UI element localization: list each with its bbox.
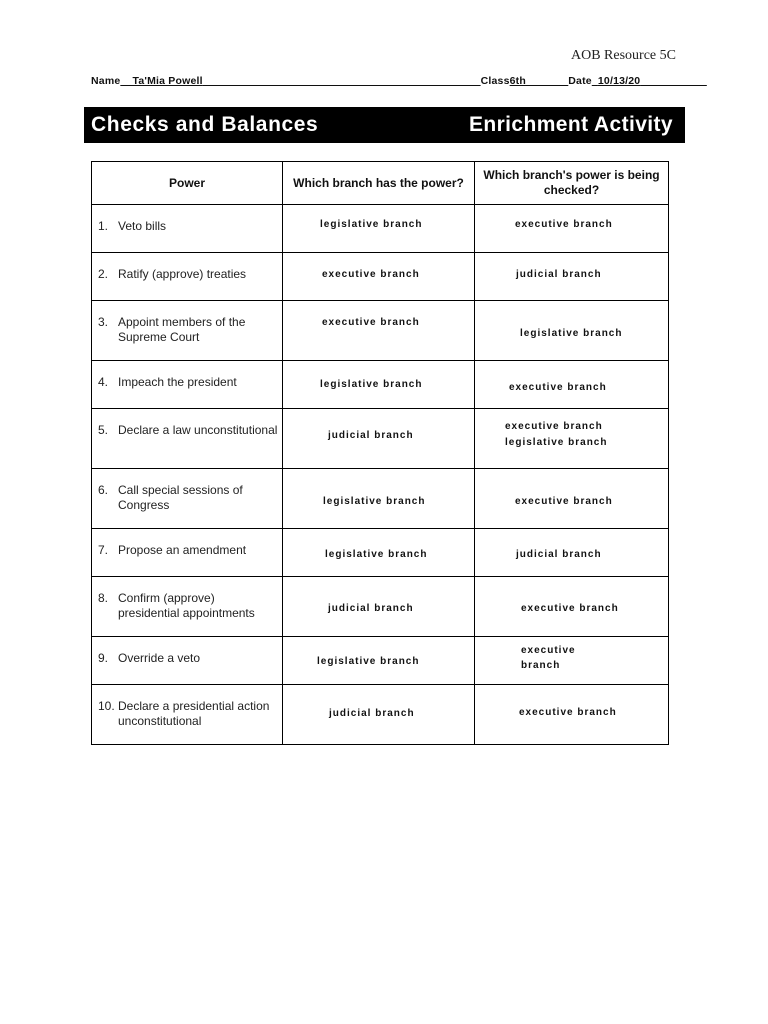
checks-balances-table (91, 161, 669, 745)
table-row (92, 637, 669, 685)
answer-checked[interactable]: executive branch (475, 361, 669, 409)
answer-has-power[interactable]: executive branch (283, 301, 475, 361)
table-row (92, 361, 669, 409)
table-row (92, 409, 669, 469)
power-cell: 4. Impeach the president (92, 361, 283, 409)
resource-label: AOB Resource 5C (571, 48, 676, 63)
table-row (92, 577, 669, 637)
name-label: Name (91, 75, 121, 87)
table-row (92, 205, 669, 253)
answer-has-power[interactable]: legislative branch (283, 529, 475, 577)
answer-has-power[interactable]: legislative branch (283, 637, 475, 685)
power-cell: 8. Confirm (approve) presidential appointments (92, 577, 283, 637)
answer-checked[interactable]: executive branch (475, 205, 669, 253)
answer-has-power[interactable]: legislative branch (283, 469, 475, 529)
power-cell: 1. Veto bills (92, 205, 283, 253)
power-cell: 10. Declare a presidential action unconstitutional (92, 685, 283, 745)
date-field[interactable]: _10/13/20___________ (591, 75, 707, 87)
answer-checked[interactable]: executive branch (475, 469, 669, 529)
power-cell: 5. Declare a law unconstitutional (92, 409, 283, 469)
header-power: Power (92, 162, 283, 205)
table-row (92, 685, 669, 745)
answer-checked[interactable]: judicial branch (475, 253, 669, 301)
table-header-row (92, 162, 669, 205)
table-row (92, 469, 669, 529)
activity-title: Enrichment Activity (468, 113, 673, 136)
class-label: Class (480, 75, 510, 87)
name-field[interactable]: __Ta'Mia Powell______________________________________________ (120, 75, 481, 87)
table-row (92, 253, 669, 301)
power-cell: 3. Appoint members of the Supreme Court (92, 301, 283, 361)
header-branch-checked: Which branch's power is being checked? (475, 162, 669, 205)
answer-has-power[interactable]: judicial branch (283, 685, 475, 745)
power-cell: 2. Ratify (approve) treaties (92, 253, 283, 301)
power-cell: 7. Propose an amendment (92, 529, 283, 577)
power-cell: 9. Override a veto (92, 637, 283, 685)
worksheet-title: Checks and Balances (91, 113, 319, 136)
title-bar (84, 107, 685, 143)
answer-checked[interactable]: judicial branch (475, 529, 669, 577)
answer-has-power[interactable]: legislative branch (283, 361, 475, 409)
date-label: Date (568, 75, 592, 87)
answer-checked[interactable]: executive branch (475, 577, 669, 637)
answer-checked[interactable]: executive branch legislative branch (475, 409, 669, 469)
student-info-line (91, 75, 707, 87)
answer-has-power[interactable]: legislative branch (283, 205, 475, 253)
table-row (92, 301, 669, 361)
answer-checked[interactable]: executive branch (475, 685, 669, 745)
answer-has-power[interactable]: judicial branch (283, 409, 475, 469)
answer-has-power[interactable]: executive branch (283, 253, 475, 301)
answer-has-power[interactable]: judicial branch (283, 577, 475, 637)
power-cell: 6. Call special sessions of Congress (92, 469, 283, 529)
table-row (92, 529, 669, 577)
answer-checked[interactable]: legislative branch (475, 301, 669, 361)
class-field[interactable]: 6th_______ (509, 75, 569, 87)
header-branch-has-power: Which branch has the power? (283, 162, 475, 205)
answer-checked[interactable]: executive branch (475, 637, 669, 685)
